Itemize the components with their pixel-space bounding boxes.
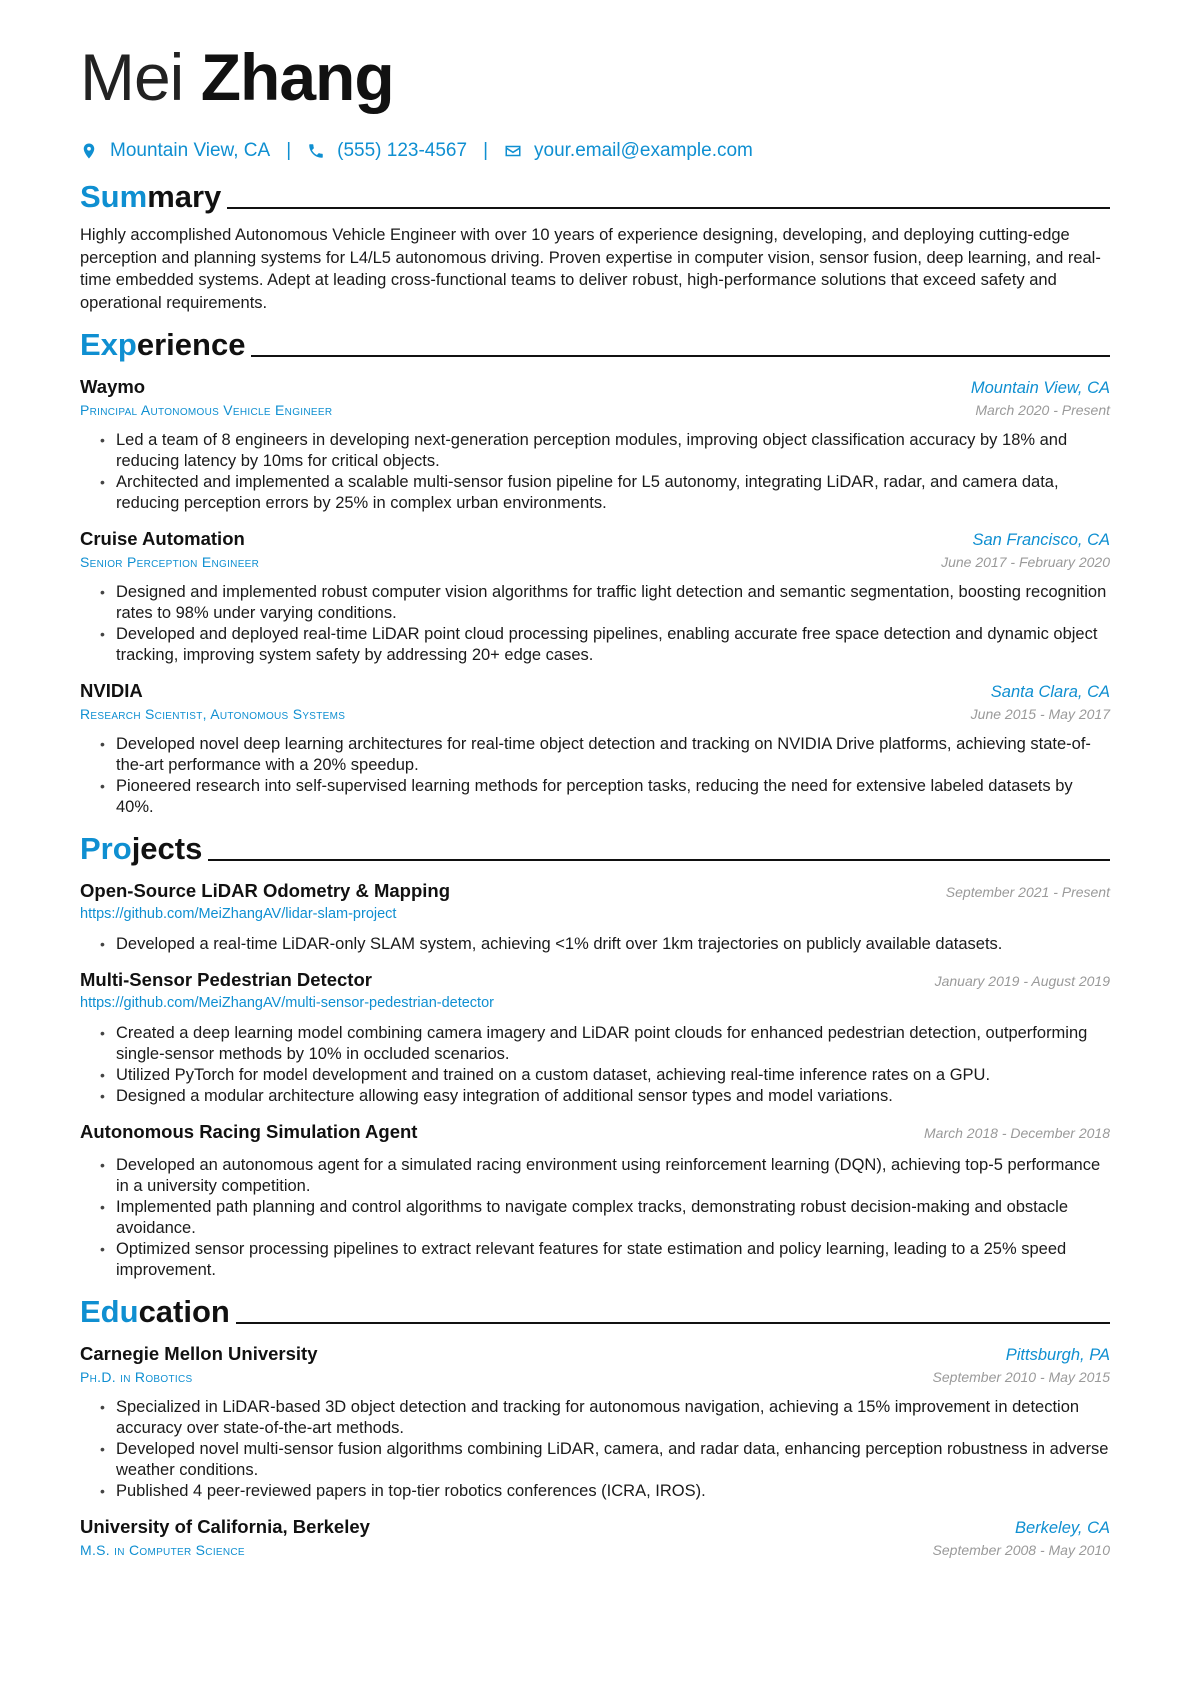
project-entry bbox=[80, 880, 1110, 955]
bullet-list bbox=[80, 430, 1110, 514]
list-item: • Published 4 peer-reviewed papers in top-tier robotics conferences (ICRA, IROS). bbox=[116, 1481, 1110, 1502]
entry-location: Berkeley, CA bbox=[1014, 1519, 1110, 1537]
degree: Ph.D. in Robotics bbox=[80, 1369, 193, 1385]
list-item: • Developed and deployed real-time LiDAR point cloud processing pipelines, enabling accurate free space detection and dynamic object tracking, improving system safety by addressing 20+ edge cases. bbox=[116, 624, 1110, 666]
entry-location: Santa Clara, CA bbox=[990, 683, 1110, 701]
bullet-list bbox=[80, 934, 1110, 955]
company-name: Waymo bbox=[80, 376, 146, 397]
entry-location: Pittsburgh, PA bbox=[1005, 1346, 1110, 1364]
entry-dates: January 2019 - August 2019 bbox=[934, 973, 1110, 989]
section-rule bbox=[236, 1322, 1110, 1324]
entry-dates: September 2010 - May 2015 bbox=[932, 1369, 1110, 1385]
bullet-list bbox=[80, 1023, 1110, 1107]
email-text: your.email@example.com bbox=[534, 140, 753, 161]
education-entry bbox=[80, 1516, 1110, 1558]
list-item: • Designed and implemented robust computer vision algorithms for traffic light detection and semantic segmentation, boosting recognition rates to 98% under varying conditions. bbox=[116, 582, 1110, 624]
project-link[interactable]: https://github.com/MeiZhangAV/lidar-slam-project bbox=[80, 906, 397, 922]
experience-entry bbox=[80, 376, 1110, 514]
education-heading bbox=[80, 1293, 1110, 1327]
entry-dates: June 2017 - February 2020 bbox=[941, 554, 1110, 570]
section-title: Projects bbox=[80, 831, 203, 866]
project-name: Open-Source LiDAR Odometry & Mapping bbox=[80, 880, 451, 901]
section-rule bbox=[208, 859, 1110, 861]
list-item: • Led a team of 8 engineers in developing next-generation perception modules, improving object classification accuracy by 18% and reducing latency by 10ms for critical objects. bbox=[116, 430, 1110, 472]
contact-phone[interactable] bbox=[307, 140, 467, 162]
list-item: • Developed a real-time LiDAR-only SLAM system, achieving <1% drift over 1km trajectories on publicly available datasets. bbox=[116, 934, 1110, 955]
location-text: Mountain View, CA bbox=[110, 140, 271, 161]
experience-heading bbox=[80, 326, 1110, 360]
project-entry bbox=[80, 969, 1110, 1107]
bullet-list bbox=[80, 1397, 1110, 1502]
degree: M.S. in Computer Science bbox=[80, 1542, 245, 1558]
map-marker-icon bbox=[80, 142, 98, 160]
bullet-list bbox=[80, 582, 1110, 666]
entry-dates: September 2008 - May 2010 bbox=[932, 1542, 1110, 1558]
project-link[interactable]: https://github.com/MeiZhangAV/multi-sensor-pedestrian-detector bbox=[80, 995, 494, 1011]
contact-line bbox=[80, 138, 1110, 164]
education-entry bbox=[80, 1343, 1110, 1502]
envelope-icon bbox=[504, 142, 522, 160]
project-entry bbox=[80, 1121, 1110, 1281]
list-item: • Pioneered research into self-supervised learning methods for perception tasks, reducing the need for extensive labeled datasets by 40%. bbox=[116, 776, 1110, 818]
school-name: Carnegie Mellon University bbox=[80, 1343, 318, 1364]
project-name: Autonomous Racing Simulation Agent bbox=[80, 1121, 418, 1142]
list-item: • Utilized PyTorch for model development and trained on a custom dataset, achieving real-time inference rates on a GPU. bbox=[116, 1065, 1110, 1086]
phone-icon bbox=[307, 142, 325, 160]
projects-heading bbox=[80, 830, 1110, 864]
first-name: Mei bbox=[80, 40, 184, 114]
section-title: Education bbox=[80, 1294, 230, 1329]
list-item: • Created a deep learning model combining camera imagery and LiDAR point clouds for enhanced pedestrian detection, outperforming single-sensor methods by 10% in occluded scenarios. bbox=[116, 1023, 1110, 1065]
experience-entry bbox=[80, 528, 1110, 666]
entry-dates: March 2018 - December 2018 bbox=[924, 1125, 1110, 1141]
experience-entry bbox=[80, 680, 1110, 818]
project-name: Multi-Sensor Pedestrian Detector bbox=[80, 969, 372, 990]
bullet-list bbox=[80, 734, 1110, 818]
list-item: • Optimized sensor processing pipelines to extract relevant features for state estimation and policy learning, leading to a 25% speed improvement. bbox=[116, 1239, 1110, 1281]
entry-location: San Francisco, CA bbox=[972, 531, 1110, 549]
summary-text: Highly accomplished Autonomous Vehicle Engineer with over 10 years of experience designing, developing, and deploying cutting-edge perception and planning systems for L4/L5 autonomous driving. Proven expertise in computer vision, sensor fusion, deep learning, and real-time embedded systems. Adept at leading cross-functional teams to deliver robust, high-performance solutions that exceed safety and operational requirements. bbox=[80, 226, 1101, 312]
company-name: Cruise Automation bbox=[80, 528, 245, 549]
section-title: Experience bbox=[80, 327, 246, 362]
phone-text: (555) 123-4567 bbox=[337, 140, 468, 161]
candidate-name bbox=[80, 40, 1110, 114]
contact-email[interactable] bbox=[504, 140, 753, 162]
list-item: • Developed novel deep learning architectures for real-time object detection and tracking on NVIDIA Drive platforms, achieving state-of-the-art performance with a 20% speedup. bbox=[116, 734, 1110, 776]
list-item: • Developed novel multi-sensor fusion algorithms combining LiDAR, camera, and radar data, enhancing perception robustness in adverse weather conditions. bbox=[116, 1439, 1110, 1481]
entry-dates: June 2015 - May 2017 bbox=[970, 706, 1110, 722]
contact-separator: | bbox=[483, 140, 488, 161]
summary-heading bbox=[80, 178, 1110, 212]
job-title: Research Scientist, Autonomous Systems bbox=[80, 706, 346, 722]
company-name: NVIDIA bbox=[80, 680, 143, 701]
list-item: • Designed a modular architecture allowing easy integration of additional sensor types and model variations. bbox=[116, 1086, 1110, 1107]
contact-separator: | bbox=[286, 140, 292, 161]
list-item: • Architected and implemented a scalable multi-sensor fusion pipeline for L5 autonomy, integrating LiDAR, radar, and camera data, reducing perception errors by 25% in complex urban environments. bbox=[116, 472, 1110, 514]
last-name: Zhang bbox=[200, 40, 394, 114]
entry-dates: September 2021 - Present bbox=[945, 884, 1110, 900]
job-title: Principal Autonomous Vehicle Engineer bbox=[80, 402, 333, 418]
entry-location: Mountain View, CA bbox=[970, 379, 1110, 397]
list-item: • Implemented path planning and control algorithms to navigate complex tracks, demonstrating robust decision-making and obstacle avoidance. bbox=[116, 1197, 1110, 1239]
list-item: • Specialized in LiDAR-based 3D object detection and tracking for autonomous navigation, achieving a 15% improvement in detection accuracy over state-of-the-art methods. bbox=[116, 1397, 1110, 1439]
contact-location bbox=[80, 140, 270, 162]
bullet-list bbox=[80, 1155, 1110, 1281]
entry-dates: March 2020 - Present bbox=[975, 402, 1110, 418]
list-item: • Developed an autonomous agent for a simulated racing environment using reinforcement learning (DQN), achieving top-5 performance in a university competition. bbox=[116, 1155, 1110, 1197]
job-title: Senior Perception Engineer bbox=[80, 554, 260, 570]
school-name: University of California, Berkeley bbox=[80, 1516, 370, 1537]
section-rule bbox=[227, 207, 1110, 209]
section-title: Summary bbox=[80, 179, 222, 214]
section-rule bbox=[251, 355, 1110, 357]
